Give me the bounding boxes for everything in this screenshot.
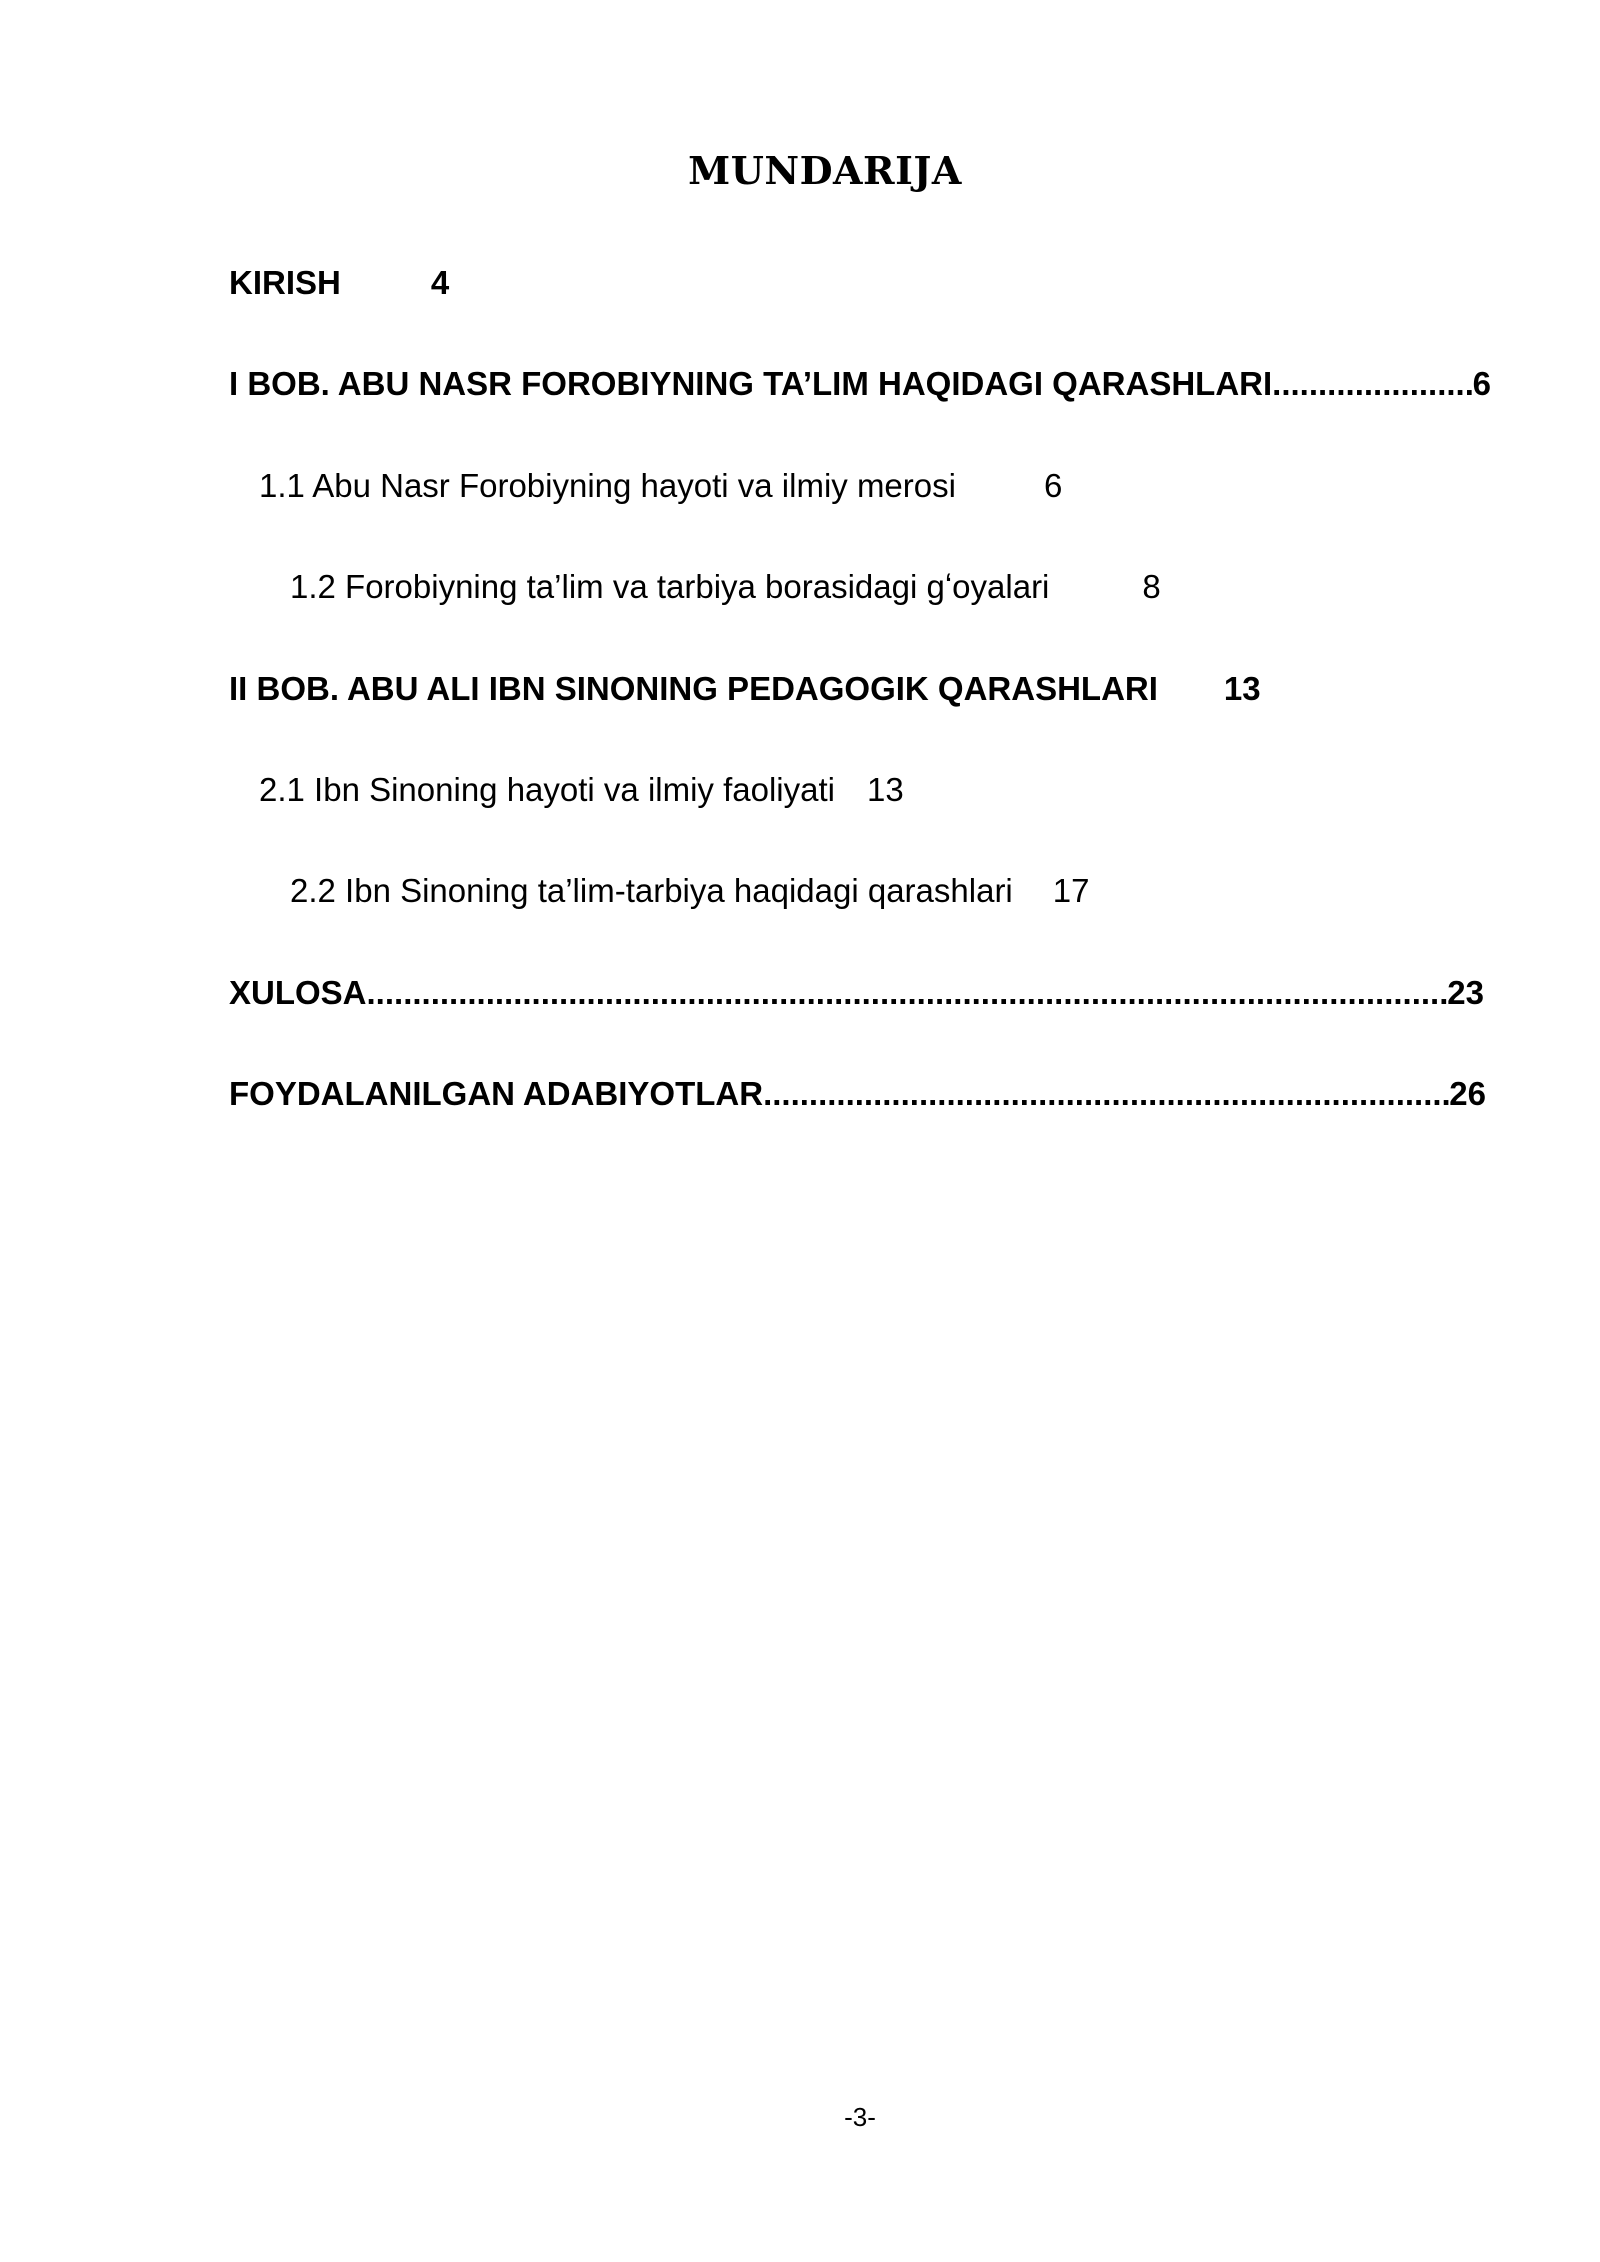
toc-dot-leader — [1272, 359, 1472, 409]
toc-entry-page: 17 — [1052, 872, 1090, 909]
toc-entry-chapter-2[interactable] — [229, 664, 1261, 714]
toc-entry-page: 6 — [1472, 365, 1491, 402]
toc-entry-label: FOYDALANILGAN ADABIYOTLAR — [229, 1075, 764, 1112]
page-number: -3- — [844, 2102, 876, 2132]
toc-entry-section-1-1[interactable] — [259, 461, 1062, 511]
toc-entry-adabiyotlar[interactable] — [229, 1069, 1486, 1119]
toc-entry-page: 26 — [1449, 1075, 1486, 1112]
toc-entry-kirish[interactable] — [229, 258, 449, 308]
toc-entry-page: 23 — [1447, 974, 1484, 1011]
toc-entry-label: 2.1 Ibn Sinoning hayoti va ilmiy faoliyati — [259, 771, 835, 808]
toc-entry-section-2-1[interactable] — [259, 765, 904, 815]
toc-entry-label: 1.1 Abu Nasr Forobiyning hayoti va ilmiy merosi — [259, 467, 956, 504]
toc-entry-label: KIRISH — [229, 264, 341, 301]
toc-entry-page: 4 — [430, 264, 450, 301]
toc-entry-page: 8 — [1142, 568, 1161, 605]
toc-entry-section-1-2[interactable] — [290, 562, 1161, 612]
toc-entry-page: 13 — [1223, 670, 1261, 707]
toc-entry-page: 13 — [867, 771, 904, 808]
toc-entry-label: II BOB. ABU ALI IBN SINONING PEDAGOGIK QARASHLARI — [229, 670, 1158, 707]
toc-entry-label: XULOSA — [229, 974, 367, 1011]
toc-dot-leader — [763, 1069, 1449, 1119]
toc-entry-section-2-2[interactable] — [290, 866, 1089, 916]
toc-entry-label: 2.2 Ibn Sinoning ta’lim-tarbiya haqidagi qarashlari — [290, 872, 1013, 909]
page-title: MUNDARIJA — [688, 148, 962, 193]
toc-entry-label: 1.2 Forobiyning ta’lim va tarbiya borasidagi gʻoyalari — [290, 568, 1050, 605]
toc-entry-chapter-1[interactable] — [229, 359, 1491, 409]
toc-entry-page: 6 — [1043, 467, 1063, 504]
toc-entry-label: I BOB. ABU NASR FOROBIYNING TA’LIM HAQIDAGI QARASHLARI — [229, 365, 1273, 402]
toc-dot-leader — [367, 968, 1448, 1018]
toc-entry-xulosa[interactable] — [229, 968, 1484, 1018]
